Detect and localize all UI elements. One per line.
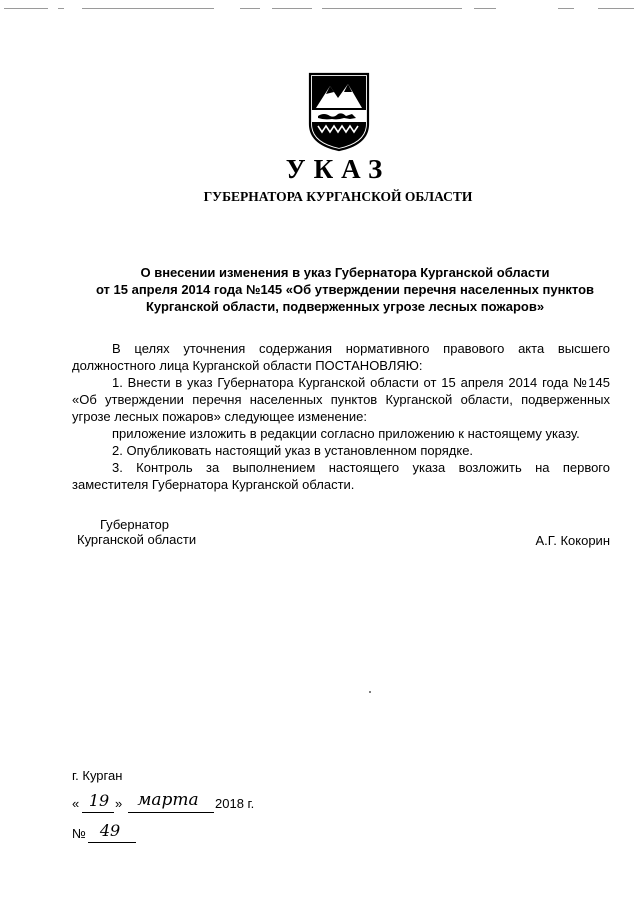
document-title: УКАЗ xyxy=(285,154,391,184)
date-quote-open: « xyxy=(72,796,80,811)
scan-artifact-line xyxy=(0,8,640,10)
signatory-title: Губернатор xyxy=(100,517,169,532)
heading-line: от 15 апреля 2014 года №145 «Об утверждении перечня населенных пунктов xyxy=(95,282,595,297)
handwritten-month: марта xyxy=(137,790,199,810)
item-3-paragraph: 3. Контроль за выполнением настоящего указа возложить на первого заместителя Губернатора Курганской области. xyxy=(72,460,610,492)
handwritten-day: 19 xyxy=(88,791,110,810)
scan-speck xyxy=(369,691,371,693)
decree-heading xyxy=(70,264,620,315)
date-year: 2018 г. xyxy=(215,796,255,811)
heading-line: Курганской области, подверженных угрозе лесных пожаров» xyxy=(145,299,545,314)
place-of-signing: г. Курган xyxy=(72,768,123,783)
preamble-paragraph: В целях уточнения содержания нормативного правового акта высшего должностного лица Курганской области ПОСТАНОВЛЯЮ: xyxy=(72,341,610,373)
document-subtitle: ГУБЕРНАТОРА КУРГАНСКОЙ ОБЛАСТИ xyxy=(203,189,473,204)
signatory-name: А.Г. Кокорин xyxy=(535,533,610,548)
number-underline xyxy=(88,842,136,843)
item-1-paragraph: 1. Внести в указ Губернатора Курганской области от 15 апреля 2014 года №145 «Об утверждении перечня населенных пунктов Курганской области, подверженных угрозе лесных пожаров» следующее изменение: xyxy=(72,375,610,424)
signatory-region: Курганской области xyxy=(77,532,197,547)
decree-number xyxy=(72,821,272,848)
date-quote-close: » xyxy=(115,796,123,811)
handwritten-number: 49 xyxy=(99,821,121,840)
signing-date xyxy=(72,790,372,818)
item-1-detail-paragraph: приложение изложить в редакции согласно приложению к настоящему указу. xyxy=(112,426,580,441)
day-underline xyxy=(82,812,114,813)
number-label: № xyxy=(72,826,86,841)
month-underline xyxy=(128,812,214,813)
decree-body xyxy=(72,340,610,493)
coat-of-arms-icon xyxy=(304,72,374,152)
heading-line: О внесении изменения в указ Губернатора Курганской области xyxy=(140,265,550,280)
item-2-paragraph: 2. Опубликовать настоящий указ в установленном порядке. xyxy=(112,443,474,458)
